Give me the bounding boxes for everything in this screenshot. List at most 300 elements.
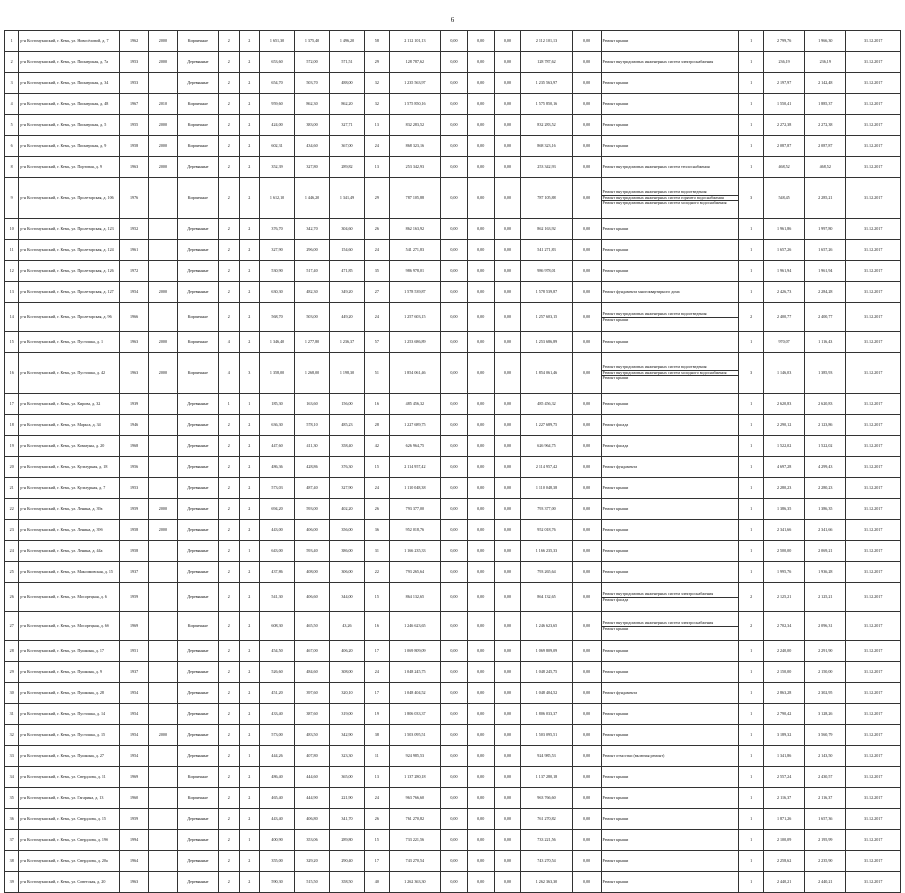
cell-wall-material: Деревянные <box>177 478 218 499</box>
cell-wall-material: Кирпичные <box>177 115 218 136</box>
cell-floors: 2 <box>218 612 239 641</box>
cell-row-number: 29 <box>5 662 19 683</box>
cell-total-cost: 1 048 404,52 <box>389 683 440 704</box>
table-row <box>5 73 901 94</box>
register-body <box>5 31 901 893</box>
cell-year-built: 1954 <box>120 725 149 746</box>
cell-unit-cost: 468,52 <box>764 157 805 178</box>
cell-works <box>601 353 739 394</box>
cell-fund-regional: 0,00 <box>467 178 494 219</box>
cell-year-built: 1967 <box>120 94 149 115</box>
cell-row-number: 32 <box>5 725 19 746</box>
cell-living-area: 329,20 <box>295 851 330 872</box>
work-item: Ремонт крыши <box>602 647 629 653</box>
cell-fund-federal: 0,00 <box>441 457 468 478</box>
table-row <box>5 115 901 136</box>
cell-works <box>601 457 739 478</box>
cell-fund-regional: 0,00 <box>467 851 494 872</box>
cell-private-area: 358,50 <box>330 872 365 893</box>
work-item: Ремонт фундамента многоквартирного дома <box>602 288 680 294</box>
cell-floors: 2 <box>218 457 239 478</box>
cell-address: р-н Костомукшский, г. Кемь, ул. Свердлова, д. 20а <box>19 851 120 872</box>
cell-other-funds: 0,00 <box>572 353 601 394</box>
cell-total-area: 443,40 <box>260 809 295 830</box>
cell-wall-material: Деревянные <box>177 809 218 830</box>
cell-entrances: 2 <box>239 851 260 872</box>
cell-completion-date: 31.12.2017 <box>846 746 901 767</box>
cell-total-cost: 1 110 048,38 <box>389 478 440 499</box>
cell-fund-regional: 0,00 <box>467 478 494 499</box>
cell-year-reconstruction <box>149 830 178 851</box>
cell-fund-federal: 0,00 <box>441 157 468 178</box>
cell-row-number: 8 <box>5 157 19 178</box>
cell-works <box>601 282 739 303</box>
cell-fund-regional: 0,00 <box>467 261 494 282</box>
cell-other-funds: 0,00 <box>572 94 601 115</box>
cell-max-unit-cost: 2 143,50 <box>805 746 846 767</box>
cell-private-area: 341,70 <box>330 809 365 830</box>
cell-max-unit-cost: 2 291,90 <box>805 641 846 662</box>
cell-works-count: 1 <box>739 240 764 261</box>
cell-fund-federal: 0,00 <box>441 415 468 436</box>
cell-living-area: 353,06 <box>295 830 330 851</box>
cell-works <box>601 662 739 683</box>
cell-total-cost: 832 283,52 <box>389 115 440 136</box>
cell-owners-funds: 1 262 363,30 <box>521 872 572 893</box>
cell-entrances: 3 <box>239 353 260 394</box>
cell-row-number: 37 <box>5 830 19 851</box>
cell-works-count: 1 <box>739 478 764 499</box>
cell-fund-municipal: 0,00 <box>494 583 521 612</box>
cell-wall-material: Деревянные <box>177 746 218 767</box>
cell-floors: 4 <box>218 353 239 394</box>
cell-unit-cost: 2 341,66 <box>764 520 805 541</box>
cell-unit-cost: 3 189,32 <box>764 725 805 746</box>
cell-max-unit-cost: 1 386,35 <box>805 499 846 520</box>
cell-year-reconstruction: 2000 <box>149 136 178 157</box>
cell-address: р-н Костомукшский, г. Кемь, ул. Пионерская, д. 7а <box>19 52 120 73</box>
cell-row-number: 35 <box>5 788 19 809</box>
cell-total-cost: 733 221,56 <box>389 830 440 851</box>
cell-address: р-н Костомукшский, г. Кемь, ул. Пустошка, д. 14 <box>19 704 120 725</box>
cell-works <box>601 788 739 809</box>
cell-max-unit-cost: 2 142,48 <box>805 73 846 94</box>
cell-fund-municipal: 0,00 <box>494 612 521 641</box>
cell-max-unit-cost: 2 116,37 <box>805 788 846 809</box>
cell-floors: 2 <box>218 136 239 157</box>
cell-private-area: 308,00 <box>330 662 365 683</box>
cell-fund-federal: 0,00 <box>441 612 468 641</box>
cell-other-funds: 0,00 <box>572 219 601 240</box>
cell-works-count: 1 <box>739 683 764 704</box>
cell-owners-funds: 793 265,64 <box>521 562 572 583</box>
cell-works-count: 1 <box>739 872 764 893</box>
cell-private-area: 323,30 <box>330 746 365 767</box>
cell-completion-date: 31.12.2017 <box>846 157 901 178</box>
work-item: Ремонт внутридомовых инженерных систем электроснабжения <box>602 621 739 627</box>
cell-floors: 2 <box>218 520 239 541</box>
cell-wall-material: Кирпичные <box>177 788 218 809</box>
cell-max-unit-cost: 2 440,21 <box>805 872 846 893</box>
cell-works <box>601 851 739 872</box>
cell-row-number: 26 <box>5 583 19 612</box>
cell-other-funds: 0,00 <box>572 157 601 178</box>
cell-year-reconstruction: 2000 <box>149 157 178 178</box>
work-item: Ремонт крыши <box>602 568 629 574</box>
cell-living-area: 482,30 <box>295 282 330 303</box>
cell-year-reconstruction <box>149 788 178 809</box>
cell-fund-regional: 0,00 <box>467 282 494 303</box>
cell-wall-material: Кирпичные <box>177 178 218 219</box>
cell-wall-material: Кирпичные <box>177 303 218 332</box>
cell-fund-federal: 0,00 <box>441 725 468 746</box>
cell-row-number: 9 <box>5 178 19 219</box>
cell-total-cost: 1 069 809,09 <box>389 641 440 662</box>
table-row <box>5 499 901 520</box>
cell-works <box>601 94 739 115</box>
cell-total-area: 486,36 <box>260 457 295 478</box>
work-item: Ремонт внутридомовых инженерных систем водоотведения <box>602 365 739 371</box>
cell-address: р-н Костомукшский, г. Кемь, ул. Культурная, д. 7 <box>19 478 120 499</box>
cell-living-area: 411,30 <box>295 436 330 457</box>
cell-year-reconstruction <box>149 612 178 641</box>
cell-floors: 2 <box>218 499 239 520</box>
cell-fund-municipal: 0,00 <box>494 353 521 394</box>
cell-address: р-н Костомукшский, г. Кемь, ул. Пушкина, д. 28 <box>19 683 120 704</box>
cell-works <box>601 394 739 415</box>
cell-living-area: 483,50 <box>295 725 330 746</box>
cell-fund-municipal: 0,00 <box>494 115 521 136</box>
cell-private-area: 327,90 <box>330 478 365 499</box>
cell-fund-regional: 0,00 <box>467 457 494 478</box>
table-row <box>5 136 901 157</box>
table-row <box>5 830 901 851</box>
cell-works <box>601 641 739 662</box>
cell-total-area: 568,70 <box>260 303 295 332</box>
cell-row-number: 13 <box>5 282 19 303</box>
cell-completion-date: 31.12.2017 <box>846 788 901 809</box>
cell-other-funds: 0,00 <box>572 704 601 725</box>
cell-owners-funds: 862 163,92 <box>521 219 572 240</box>
cell-floors: 2 <box>218 436 239 457</box>
table-row <box>5 394 901 415</box>
cell-max-unit-cost: 2 284,28 <box>805 282 846 303</box>
cell-address: р-н Костомукшский, г. Кемь, ул. Свердлова, д. 15 <box>19 809 120 830</box>
cell-row-number: 12 <box>5 261 19 282</box>
cell-works-count: 1 <box>739 31 764 52</box>
cell-fund-municipal: 0,00 <box>494 73 521 94</box>
cell-total-cost: 986 978,01 <box>389 261 440 282</box>
table-row <box>5 457 901 478</box>
cell-residents: 24 <box>364 303 389 332</box>
cell-year-reconstruction: 2000 <box>149 353 178 394</box>
cell-address: р-н Костомукшский, г. Кемь, ул. Пролетарская, д. 126 <box>19 261 120 282</box>
cell-private-area: 386,00 <box>330 541 365 562</box>
cell-address: р-н Костомукшский, г. Кемь, ул. Маркса, д. 34 <box>19 415 120 436</box>
cell-fund-regional: 0,00 <box>467 157 494 178</box>
cell-completion-date: 31.12.2017 <box>846 562 901 583</box>
cell-total-cost: 1 227 689,75 <box>389 415 440 436</box>
cell-private-area: 449,20 <box>330 303 365 332</box>
cell-residents: 16 <box>364 394 389 415</box>
cell-fund-municipal: 0,00 <box>494 415 521 436</box>
cell-max-unit-cost: 2 123,86 <box>805 415 846 436</box>
cell-address: р-н Костомукшский, г. Кемь, ул. Портовая, д. 9 <box>19 157 120 178</box>
cell-other-funds: 0,00 <box>572 767 601 788</box>
cell-year-reconstruction: 2000 <box>149 725 178 746</box>
table-row <box>5 809 901 830</box>
cell-year-built: 1954 <box>120 704 149 725</box>
cell-works-count: 2 <box>739 612 764 641</box>
cell-fund-municipal: 0,00 <box>494 436 521 457</box>
cell-residents: 32 <box>364 94 389 115</box>
cell-owners-funds: 128 787,62 <box>521 52 572 73</box>
table-row <box>5 683 901 704</box>
cell-private-area: 1 198,30 <box>330 353 365 394</box>
cell-row-number: 1 <box>5 31 19 52</box>
cell-completion-date: 31.12.2017 <box>846 115 901 136</box>
cell-total-cost: 1 235 563,97 <box>389 73 440 94</box>
cell-private-area: 221,90 <box>330 788 365 809</box>
cell-residents: 16 <box>364 612 389 641</box>
table-row <box>5 240 901 261</box>
cell-fund-federal: 0,00 <box>441 746 468 767</box>
work-item: Ремонт крыши <box>602 100 629 106</box>
cell-wall-material: Деревянные <box>177 725 218 746</box>
cell-address: р-н Костомукшский, г. Кемь, ул. Свердлова, д. 19б <box>19 830 120 851</box>
cell-wall-material: Кирпичные <box>177 767 218 788</box>
cell-wall-material: Деревянные <box>177 662 218 683</box>
cell-other-funds: 0,00 <box>572 788 601 809</box>
cell-address: р-н Костомукшский, г. Кемь, ул. Пролетарская, д. 124 <box>19 240 120 261</box>
cell-unit-cost: 970,07 <box>764 332 805 353</box>
cell-row-number: 39 <box>5 872 19 893</box>
cell-fund-federal: 0,00 <box>441 830 468 851</box>
cell-fund-federal: 0,00 <box>441 541 468 562</box>
cell-residents: 31 <box>364 541 389 562</box>
cell-completion-date: 31.12.2017 <box>846 73 901 94</box>
cell-fund-municipal: 0,00 <box>494 704 521 725</box>
cell-total-cost: 1 048 245,75 <box>389 662 440 683</box>
cell-fund-regional: 0,00 <box>467 788 494 809</box>
cell-living-area: 383,00 <box>295 115 330 136</box>
cell-year-built: 1963 <box>120 157 149 178</box>
cell-year-reconstruction: 2000 <box>149 282 178 303</box>
cell-total-cost: 2 112 101,13 <box>389 31 440 52</box>
cell-residents: 29 <box>364 52 389 73</box>
cell-owners-funds: 1 854 061,46 <box>521 353 572 394</box>
cell-fund-regional: 0,00 <box>467 94 494 115</box>
cell-max-unit-cost: 2 341,66 <box>805 520 846 541</box>
cell-unit-cost: 2 702,34 <box>764 612 805 641</box>
work-item: Ремонт внутридомовых инженерных систем теплоснабжения <box>602 163 710 169</box>
cell-max-unit-cost: 2 400,77 <box>805 303 846 332</box>
cell-row-number: 23 <box>5 520 19 541</box>
cell-residents: 58 <box>364 31 389 52</box>
cell-entrances: 2 <box>239 662 260 683</box>
cell-fund-federal: 0,00 <box>441 303 468 332</box>
cell-total-cost: 952 018,76 <box>389 520 440 541</box>
cell-residents: 42 <box>364 436 389 457</box>
cell-works <box>601 583 739 612</box>
cell-total-area: 654,70 <box>260 73 295 94</box>
cell-works <box>601 436 739 457</box>
cell-residents: 24 <box>364 478 389 499</box>
cell-max-unit-cost: 3 128,26 <box>805 704 846 725</box>
cell-address: р-н Костомукшский, г. Кемь, ул. Пионерская, д. 5 <box>19 115 120 136</box>
cell-private-area: 488,00 <box>330 73 365 94</box>
cell-owners-funds: 1 806 033,37 <box>521 704 572 725</box>
cell-works-count: 1 <box>739 457 764 478</box>
cell-total-area: 355,00 <box>260 851 295 872</box>
cell-fund-municipal: 0,00 <box>494 767 521 788</box>
cell-fund-regional: 0,00 <box>467 725 494 746</box>
cell-residents: 38 <box>364 725 389 746</box>
cell-completion-date: 31.12.2017 <box>846 683 901 704</box>
cell-wall-material: Деревянные <box>177 583 218 612</box>
cell-row-number: 17 <box>5 394 19 415</box>
cell-works-count: 3 <box>739 178 764 219</box>
cell-entrances: 2 <box>239 788 260 809</box>
work-item: Ремонт крыши <box>602 836 629 842</box>
work-item: Ремонт крыши <box>602 338 629 344</box>
cell-max-unit-cost: 1 657,26 <box>805 240 846 261</box>
cell-unit-cost: 2 087,87 <box>764 136 805 157</box>
cell-works-count: 1 <box>739 809 764 830</box>
cell-year-reconstruction <box>149 641 178 662</box>
cell-unit-cost: 2 197,97 <box>764 73 805 94</box>
cell-entrances: 2 <box>239 499 260 520</box>
work-item: Ремонт внутридомовых инженерных систем водоотведения <box>602 190 739 196</box>
cell-max-unit-cost: 1 657,36 <box>805 809 846 830</box>
work-item: Ремонт фасада <box>602 596 629 602</box>
cell-address: р-н Костомукшский, г. Кемь, ул. Ленина, д. 39б <box>19 520 120 541</box>
cell-other-funds: 0,00 <box>572 499 601 520</box>
cell-entrances: 2 <box>239 261 260 282</box>
cell-works-count: 1 <box>739 662 764 683</box>
cell-entrances: 2 <box>239 31 260 52</box>
cell-works <box>601 541 739 562</box>
cell-total-area: 630,30 <box>260 282 295 303</box>
cell-owners-funds: 793 377,00 <box>521 499 572 520</box>
table-row <box>5 788 901 809</box>
cell-row-number: 14 <box>5 303 19 332</box>
cell-owners-funds: 1 575 850,16 <box>521 94 572 115</box>
cell-living-area: 296,00 <box>295 240 330 261</box>
cell-floors: 2 <box>218 541 239 562</box>
cell-year-reconstruction <box>149 436 178 457</box>
cell-living-area: 342,70 <box>295 219 330 240</box>
cell-wall-material: Деревянные <box>177 261 218 282</box>
cell-floors: 2 <box>218 767 239 788</box>
cell-total-area: 185,30 <box>260 394 295 415</box>
cell-max-unit-cost: 1 385,93 <box>805 353 846 394</box>
cell-fund-municipal: 0,00 <box>494 261 521 282</box>
cell-row-number: 27 <box>5 612 19 641</box>
cell-fund-municipal: 0,00 <box>494 809 521 830</box>
cell-year-reconstruction <box>149 872 178 893</box>
cell-entrances: 2 <box>239 282 260 303</box>
cell-works <box>601 303 739 332</box>
cell-fund-federal: 0,00 <box>441 478 468 499</box>
cell-wall-material: Деревянные <box>177 520 218 541</box>
cell-private-area: 342,90 <box>330 725 365 746</box>
work-item: Ремонт крыши <box>602 857 629 863</box>
cell-living-area: 434,60 <box>295 136 330 157</box>
cell-max-unit-cost: 1 961,94 <box>805 261 846 282</box>
cell-owners-funds: 1 578 539,87 <box>521 282 572 303</box>
cell-fund-federal: 0,00 <box>441 219 468 240</box>
cell-year-built: 1954 <box>120 282 149 303</box>
cell-unit-cost: 2 863,28 <box>764 683 805 704</box>
cell-address: р-н Костомукшский, г. Кемь, ул. Новосёловой, д. 7 <box>19 31 120 52</box>
cell-floors: 2 <box>218 52 239 73</box>
cell-living-area: 387,60 <box>295 704 330 725</box>
cell-private-area: 862,20 <box>330 94 365 115</box>
cell-year-reconstruction <box>149 261 178 282</box>
cell-living-area: 1 277,80 <box>295 332 330 353</box>
cell-private-area: 319,00 <box>330 704 365 725</box>
cell-residents: 13 <box>364 157 389 178</box>
cell-entrances: 2 <box>239 332 260 353</box>
cell-fund-municipal: 0,00 <box>494 31 521 52</box>
cell-year-built: 1939 <box>120 394 149 415</box>
cell-private-area: 376,30 <box>330 457 365 478</box>
cell-owners-funds: 963 766,60 <box>521 788 572 809</box>
cell-unit-cost: 1 522,02 <box>764 436 805 457</box>
cell-entrances: 2 <box>239 240 260 261</box>
cell-residents: 17 <box>364 683 389 704</box>
cell-fund-regional: 0,00 <box>467 332 494 353</box>
table-row <box>5 478 901 499</box>
cell-unit-cost: 2 125,21 <box>764 583 805 612</box>
table-row <box>5 520 901 541</box>
cell-year-built: 1959 <box>120 583 149 612</box>
cell-row-number: 4 <box>5 94 19 115</box>
cell-address: р-н Костомукшский, г. Кемь, ул. Пушкина, д. 17 <box>19 641 120 662</box>
cell-private-area: 1 496,20 <box>330 31 365 52</box>
cell-unit-cost: 1 871,26 <box>764 809 805 830</box>
cell-wall-material: Деревянные <box>177 499 218 520</box>
cell-residents: 36 <box>364 520 389 541</box>
work-item: Ремонт крыши <box>602 794 629 800</box>
work-item: Ремонт внутридомовых инженерных систем водоотведения <box>602 312 739 318</box>
cell-fund-municipal: 0,00 <box>494 541 521 562</box>
cell-fund-municipal: 0,00 <box>494 788 521 809</box>
cell-fund-federal: 0,00 <box>441 641 468 662</box>
cell-entrances: 2 <box>239 872 260 893</box>
work-item: Ремонт внутридомовых инженерных систем электроснабжения <box>602 592 739 598</box>
cell-year-built: 1963 <box>120 872 149 893</box>
cell-fund-regional: 0,00 <box>467 830 494 851</box>
cell-total-area: 653,60 <box>260 52 295 73</box>
cell-fund-regional: 0,00 <box>467 136 494 157</box>
cell-year-reconstruction <box>149 457 178 478</box>
cell-wall-material: Деревянные <box>177 73 218 94</box>
cell-row-number: 34 <box>5 767 19 788</box>
cell-private-area: 344,00 <box>330 583 365 612</box>
work-item: Ремонт крыши <box>602 316 629 322</box>
cell-floors: 2 <box>218 704 239 725</box>
cell-total-area: 643,00 <box>260 541 295 562</box>
cell-year-reconstruction <box>149 541 178 562</box>
cell-other-funds: 0,00 <box>572 612 601 641</box>
cell-floors: 2 <box>218 178 239 219</box>
table-row <box>5 31 901 52</box>
cell-works <box>601 725 739 746</box>
cell-residents: 15 <box>364 583 389 612</box>
cell-address: р-н Костомукшский, г. Кемь, ул. Пролетарская, д. 96 <box>19 303 120 332</box>
